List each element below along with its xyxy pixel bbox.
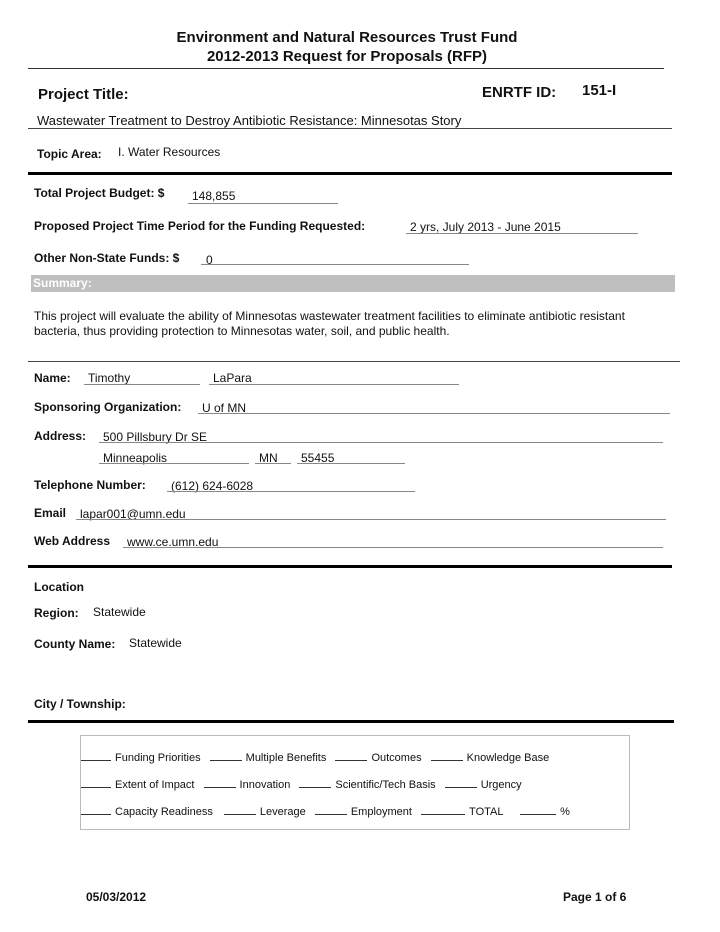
state-value: MN <box>259 451 278 465</box>
criteria-row-2 <box>81 778 522 791</box>
header-divider <box>28 68 664 69</box>
section-divider-2 <box>28 361 680 362</box>
last-name-value: LaPara <box>213 371 252 385</box>
section-divider-4 <box>28 720 674 723</box>
street-underline <box>99 442 663 443</box>
zip-underline <box>297 463 405 464</box>
telephone-value: (612) 624-6028 <box>171 479 254 493</box>
region-value: Statewide <box>93 605 146 619</box>
section-divider-1 <box>28 172 672 175</box>
criterion-employment: Employment <box>350 806 412 818</box>
nonstate-funds-value: 0 <box>206 253 213 267</box>
email-underline <box>76 519 666 520</box>
form-header <box>0 28 694 66</box>
criterion-scientific-tech-basis: Scientific/Tech Basis <box>335 779 436 791</box>
criterion-outcomes: Outcomes <box>371 752 422 764</box>
location-heading: Location <box>34 580 84 594</box>
period-underline <box>406 233 638 234</box>
footer-page-number: Page 1 of 6 <box>563 890 627 904</box>
budget-underline <box>188 203 338 204</box>
criterion-leverage: Leverage <box>259 806 306 818</box>
project-title-value: Wastewater Treatment to Destroy Antibiotic Resistance: Minnesotas Story <box>37 113 462 128</box>
section-divider-3 <box>28 565 672 568</box>
criterion-extent-of-impact: Extent of Impact <box>115 779 195 791</box>
project-title-label: Project Title: <box>38 86 129 103</box>
footer-date: 05/03/2012 <box>86 890 147 904</box>
org-underline <box>198 413 670 414</box>
criterion-multiple-benefits: Multiple Benefits <box>245 752 327 764</box>
criterion-capacity-readiness: Capacity Readiness <box>115 806 213 818</box>
city-underline <box>99 463 249 464</box>
telephone-underline <box>167 491 415 492</box>
web-address-label: Web Address <box>34 534 111 548</box>
email-label: Email <box>34 506 67 520</box>
topic-area-label: Topic Area: <box>37 147 102 161</box>
header-line-2: 2012-2013 Request for Proposals (RFP) <box>206 48 488 65</box>
criterion-innovation: Innovation <box>239 779 291 791</box>
enrtf-id-value: 151-I <box>582 82 617 99</box>
budget-value: 148,855 <box>192 189 236 203</box>
web-address-value: www.ce.umn.edu <box>127 535 219 549</box>
county-label: County Name: <box>34 637 116 651</box>
header-line-1: Environment and Natural Resources Trust Fund <box>176 29 518 46</box>
county-value: Statewide <box>129 636 182 650</box>
enrtf-id-label: ENRTF ID: <box>482 84 557 101</box>
criteria-row-3 <box>81 805 570 818</box>
summary-text: This project will evaluate the ability of Minnesotas wastewater treatment facilities to eliminate antibiotic resistant bacteria, thus providing protection to Minnesotas water, soil, and public health. <box>34 309 625 338</box>
address-label: Address: <box>34 429 87 443</box>
criterion-total: TOTAL <box>469 806 504 818</box>
city-value: Minneapolis <box>103 451 168 465</box>
period-label: Proposed Project Time Period for the Funding Requested: <box>34 219 366 233</box>
city-township-label: City / Township: <box>34 697 126 711</box>
criteria-row-1 <box>81 751 549 764</box>
criterion-knowledge-base: Knowledge Base <box>466 752 550 764</box>
nonstate-funds-label: Other Non-State Funds: $ <box>34 251 180 265</box>
name-label: Name: <box>34 371 71 385</box>
budget-label: Total Project Budget: $ <box>34 186 165 200</box>
telephone-label: Telephone Number: <box>34 478 146 492</box>
summary-heading: Summary: <box>31 275 675 292</box>
sponsoring-org-value: U of MN <box>202 401 247 415</box>
sponsoring-org-label: Sponsoring Organization: <box>34 400 182 414</box>
web-underline <box>123 547 663 548</box>
criterion-percent: % <box>560 806 570 818</box>
title-divider <box>28 128 672 129</box>
criterion-funding-priorities: Funding Priorities <box>115 752 201 764</box>
topic-area-value: I. Water Resources <box>118 145 221 159</box>
nonstate-underline <box>201 264 469 265</box>
state-underline <box>255 463 291 464</box>
zip-value: 55455 <box>301 451 335 465</box>
last-name-underline <box>209 384 459 385</box>
criterion-urgency: Urgency <box>480 779 522 791</box>
email-value: lapar001@umn.edu <box>80 507 186 521</box>
region-label: Region: <box>34 606 79 620</box>
first-name-value: Timothy <box>88 371 131 385</box>
period-value: 2 yrs, July 2013 - June 2015 <box>410 220 561 234</box>
first-name-underline <box>84 384 200 385</box>
street-value: 500 Pillsbury Dr SE <box>103 430 208 444</box>
